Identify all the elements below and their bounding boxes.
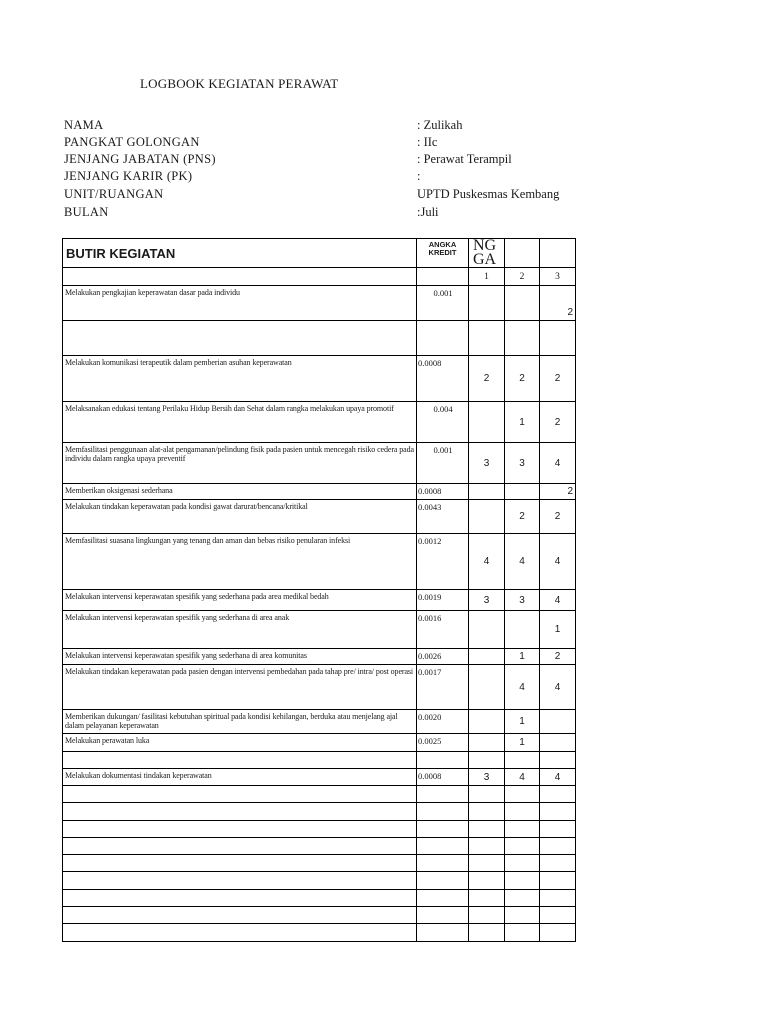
empty-cell xyxy=(540,855,576,872)
table-row-empty xyxy=(63,889,576,906)
empty-cell xyxy=(505,924,540,941)
activity-cell xyxy=(63,443,417,484)
table-row xyxy=(63,402,576,443)
empty-cell xyxy=(505,803,540,820)
credit-cell: 0.0012 xyxy=(417,534,469,590)
activity-text: Melakukan perawatan luka xyxy=(65,736,150,745)
table-row xyxy=(63,484,576,500)
activity-cell xyxy=(63,534,417,590)
empty-cell xyxy=(63,872,417,889)
header-blank-cell xyxy=(505,239,540,268)
credit-cell: 0.0016 xyxy=(417,611,469,649)
empty-cell xyxy=(505,855,540,872)
day-3-count-cell: 4 xyxy=(540,665,576,710)
day-3-count-cell: 2 xyxy=(540,356,576,402)
credit-cell xyxy=(417,752,469,769)
day-2-count-cell: 4 xyxy=(505,665,540,710)
table-header-row xyxy=(63,239,576,268)
table-row xyxy=(63,590,576,611)
day-2-count-cell: 2 xyxy=(505,356,540,402)
table-row xyxy=(63,321,576,356)
empty-cell xyxy=(417,837,469,854)
empty-cell xyxy=(505,889,540,906)
empty-cell xyxy=(63,803,417,820)
credit-cell: 0.0043 xyxy=(417,500,469,534)
empty-cell xyxy=(417,872,469,889)
day-3-count-cell: 4 xyxy=(540,769,576,786)
info-label-pangkat: PANGKAT GOLONGAN xyxy=(64,135,200,149)
info-label-jenjang-jabatan: JENJANG JABATAN (PNS) xyxy=(64,152,216,166)
table-row xyxy=(63,286,576,321)
day-2-count-cell: 1 xyxy=(505,734,540,752)
credit-cell: 0.0008 xyxy=(417,484,469,500)
activity-cell xyxy=(63,665,417,710)
activity-cell xyxy=(63,484,417,500)
activity-cell xyxy=(63,611,417,649)
activity-text: Melakukan pengkajian keperawatan dasar pada individu xyxy=(65,288,240,297)
day-1-count-cell: 4 xyxy=(469,534,505,590)
day-1-count-cell xyxy=(469,665,505,710)
empty-cell xyxy=(417,820,469,837)
day-3-count-cell xyxy=(540,752,576,769)
info-value-jenjang-jabatan: : Perawat Terampil xyxy=(417,152,512,166)
day-1-count-cell xyxy=(469,734,505,752)
empty-cell xyxy=(417,803,469,820)
empty-cell xyxy=(469,855,505,872)
empty-cell xyxy=(469,872,505,889)
header-day-2: 2 xyxy=(505,268,540,286)
header-blank-cell xyxy=(63,268,417,286)
day-1-count-cell xyxy=(469,649,505,665)
credit-cell: 0.0008 xyxy=(417,769,469,786)
activity-cell xyxy=(63,649,417,665)
table-row-empty xyxy=(63,786,576,803)
empty-cell xyxy=(540,872,576,889)
info-value-nama: : Zulikah xyxy=(417,118,463,132)
activity-text: Melakukan intervensi keperawatan spesifik yang sederhana di area komunitas xyxy=(65,651,307,660)
page-title: LOGBOOK KEGIATAN PERAWAT xyxy=(140,76,339,91)
info-label-unit: UNIT/RUANGAN xyxy=(64,187,164,201)
table-row xyxy=(63,443,576,484)
header-tanggal-fragment: NG GA xyxy=(469,239,505,268)
table-row xyxy=(63,534,576,590)
credit-cell: 0.001 xyxy=(417,286,469,321)
day-3-count-cell: 4 xyxy=(540,443,576,484)
table-row-empty xyxy=(63,872,576,889)
empty-cell xyxy=(417,855,469,872)
credit-cell: 0.004 xyxy=(417,402,469,443)
activity-cell xyxy=(63,769,417,786)
empty-cell xyxy=(505,786,540,803)
day-3-count-cell: 2 xyxy=(540,402,576,443)
credit-cell: 0.0026 xyxy=(417,649,469,665)
info-label-jenjang-karir: JENJANG KARIR (PK) xyxy=(64,169,193,183)
table-day-number-row xyxy=(63,268,576,286)
day-3-count-cell xyxy=(540,734,576,752)
empty-cell xyxy=(63,820,417,837)
day-3-count-cell: 2 xyxy=(540,484,576,500)
activity-text: Melakukan tindakan keperawatan pada pasien dengan intervensi pembedahan pada tahap pre/ intra/ post operasi xyxy=(65,667,414,676)
info-label-nama: NAMA xyxy=(64,118,104,132)
day-3-count-cell: 1 xyxy=(540,611,576,649)
day-2-count-cell xyxy=(505,484,540,500)
day-1-count-cell xyxy=(469,752,505,769)
day-1-count-cell xyxy=(469,710,505,734)
day-2-count-cell xyxy=(505,286,540,321)
table-row xyxy=(63,356,576,402)
empty-cell xyxy=(505,820,540,837)
empty-cell xyxy=(417,786,469,803)
day-3-count-cell: 2 xyxy=(540,286,576,321)
empty-cell xyxy=(540,924,576,941)
day-1-count-cell xyxy=(469,402,505,443)
empty-cell xyxy=(417,889,469,906)
empty-cell xyxy=(540,820,576,837)
empty-cell xyxy=(63,837,417,854)
info-value-jenjang-karir: : xyxy=(417,169,421,183)
activity-cell xyxy=(63,356,417,402)
table-row xyxy=(63,665,576,710)
day-2-count-cell: 3 xyxy=(505,590,540,611)
empty-cell xyxy=(540,889,576,906)
empty-cell xyxy=(469,803,505,820)
activity-cell xyxy=(63,286,417,321)
day-2-count-cell: 1 xyxy=(505,710,540,734)
day-1-count-cell: 3 xyxy=(469,590,505,611)
activity-cell xyxy=(63,752,417,769)
activity-cell xyxy=(63,321,417,356)
day-3-count-cell xyxy=(540,710,576,734)
credit-cell: 0.0019 xyxy=(417,590,469,611)
empty-cell xyxy=(469,837,505,854)
table-row xyxy=(63,769,576,786)
table-row xyxy=(63,649,576,665)
day-1-count-cell: 3 xyxy=(469,443,505,484)
credit-cell: 0.0017 xyxy=(417,665,469,710)
day-1-count-cell xyxy=(469,500,505,534)
info-label-bulan: BULAN xyxy=(64,205,109,219)
empty-cell xyxy=(540,786,576,803)
day-2-count-cell: 4 xyxy=(505,769,540,786)
empty-cell xyxy=(63,889,417,906)
table-row xyxy=(63,500,576,534)
empty-cell xyxy=(63,786,417,803)
day-2-count-cell: 1 xyxy=(505,402,540,443)
table-row-empty xyxy=(63,820,576,837)
activity-text: Melakukan intervensi keperawatan spesifik yang sederhana di area anak xyxy=(65,613,290,622)
table-row-empty xyxy=(63,803,576,820)
empty-cell xyxy=(505,837,540,854)
day-2-count-cell: 4 xyxy=(505,534,540,590)
info-value-pangkat: : IIc xyxy=(417,135,438,149)
day-1-count-cell: 3 xyxy=(469,769,505,786)
empty-cell xyxy=(63,924,417,941)
table-row-empty xyxy=(63,855,576,872)
activity-cell xyxy=(63,710,417,734)
day-3-count-cell: 2 xyxy=(540,649,576,665)
day-2-count-cell xyxy=(505,321,540,356)
day-3-count-cell: 2 xyxy=(540,500,576,534)
empty-cell xyxy=(505,872,540,889)
activity-text: Memfasilitasi suasana lingkungan yang tenang dan aman dan bebas risiko penularan infeksi xyxy=(65,536,351,545)
credit-cell: 0.0008 xyxy=(417,356,469,402)
empty-cell xyxy=(63,907,417,924)
day-3-count-cell: 4 xyxy=(540,534,576,590)
day-2-count-cell: 2 xyxy=(505,500,540,534)
activity-text: Melakukan intervensi keperawatan spesifik yang sederhana pada area medikal bedah xyxy=(65,592,329,601)
day-2-count-cell: 3 xyxy=(505,443,540,484)
activity-text: Memberikan dukungan/ fasilitasi kebutuhan spiritual pada kondisi kehilangan, berduka atau menjelang ajal dalam pelayanan keperawatan xyxy=(65,712,398,730)
header-blank-cell xyxy=(540,239,576,268)
activity-text: Melakukan tindakan keperawatan pada kondisi gawat darurat/bencana/kritikal xyxy=(65,502,308,511)
day-3-count-cell: 4 xyxy=(540,590,576,611)
header-butir-kegiatan: BUTIR KEGIATAN xyxy=(63,239,417,268)
info-value-bulan: :Juli xyxy=(417,205,439,219)
day-2-count-cell xyxy=(505,611,540,649)
activity-cell xyxy=(63,500,417,534)
empty-cell xyxy=(505,907,540,924)
day-1-count-cell xyxy=(469,611,505,649)
empty-cell xyxy=(469,820,505,837)
header-blank-cell xyxy=(417,268,469,286)
day-2-count-cell: 1 xyxy=(505,649,540,665)
activity-text: Memberikan oksigenasi sederhana xyxy=(65,486,173,495)
info-value-unit: UPTD Puskesmas Kembang xyxy=(417,187,560,201)
empty-cell xyxy=(63,855,417,872)
activity-text: Memfasilitasi penggunaan alat-alat pengamanan/pelindung fisik pada pasien untuk mencegah risiko cedera pada individu dalam rangka upaya preventif xyxy=(65,445,414,463)
day-3-count-cell xyxy=(540,321,576,356)
activity-cell xyxy=(63,590,417,611)
credit-cell: 0.0020 xyxy=(417,710,469,734)
table-row xyxy=(63,734,576,752)
table-row-empty xyxy=(63,907,576,924)
empty-cell xyxy=(469,889,505,906)
table-row xyxy=(63,752,576,769)
day-1-count-cell xyxy=(469,484,505,500)
day-1-count-cell: 2 xyxy=(469,356,505,402)
activity-text: Melakukan komunikasi terapeutik dalam pemberian asuhan keperawatan xyxy=(65,358,292,367)
empty-cell xyxy=(417,924,469,941)
header-day-3: 3 xyxy=(540,268,576,286)
day-1-count-cell xyxy=(469,286,505,321)
empty-cell xyxy=(540,837,576,854)
logbook-table xyxy=(62,238,576,942)
empty-cell xyxy=(469,924,505,941)
empty-cell xyxy=(540,803,576,820)
day-1-count-cell xyxy=(469,321,505,356)
activity-cell xyxy=(63,402,417,443)
credit-cell: 0.001 xyxy=(417,443,469,484)
empty-cell xyxy=(417,907,469,924)
empty-cell xyxy=(469,907,505,924)
credit-cell: 0.0025 xyxy=(417,734,469,752)
credit-cell xyxy=(417,321,469,356)
activity-text: Melaksanakan edukasi tentang Perilaku Hidup Bersih dan Sehat dalam rangka melakukan upaya promotif xyxy=(65,404,394,413)
table-row xyxy=(63,611,576,649)
empty-cell xyxy=(540,907,576,924)
header-angka-kredit: ANGKA KREDIT xyxy=(417,239,469,268)
day-2-count-cell xyxy=(505,752,540,769)
table-row-empty xyxy=(63,837,576,854)
empty-cell xyxy=(469,786,505,803)
activity-cell xyxy=(63,734,417,752)
table-row-empty xyxy=(63,924,576,941)
activity-text: Melakukan dokumentasi tindakan keperawatan xyxy=(65,771,212,780)
table-row xyxy=(63,710,576,734)
header-day-1: 1 xyxy=(469,268,505,286)
